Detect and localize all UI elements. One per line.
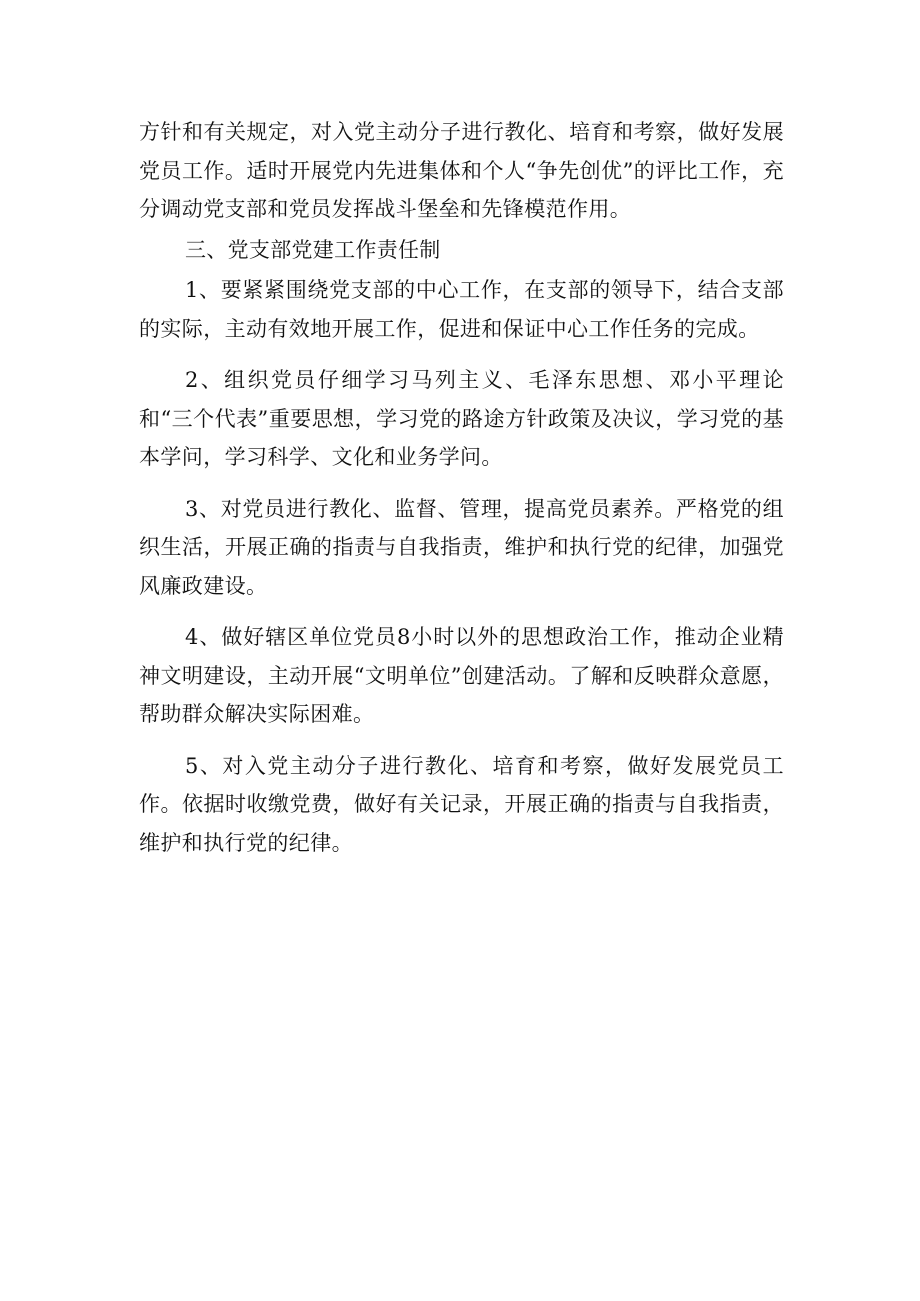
document-body (139, 113, 784, 862)
continuation-paragraph: 方针和有关规定，对入党主动分子进行教化、培育和考察，做好发展党员工作。适时开展党内先进集体和个人“争先创优”的评比工作，充分调动党支部和党员发挥战斗堡垒和先锋模范作用。 (139, 120, 784, 221)
item-paragraph-1: 1、要紧紧围绕党支部的中心工作，在支部的领导下，结合支部的实际，主动有效地开展工作，促进和保证中心工作任务的完成。 (139, 278, 784, 341)
item-paragraph-3: 3、对党员进行教化、监督、管理，提高党员素养。严格党的组织生活，开展正确的指责与自我指责，维护和执行党的纪律，加强党风廉政建设。 (139, 496, 784, 598)
section-heading: 三、党支部党建工作责任制 (185, 237, 441, 262)
item-paragraph-4: 4、做好辖区单位党员8小时以外的思想政治工作，推动企业精神文明建设，主动开展“文明单位”创建活动。了解和反映群众意愿，帮助群众解决实际困难。 (139, 625, 784, 726)
item-paragraph-2: 2、组织党员仔细学习马列主义、毛泽东思想、邓小平理论和“三个代表”重要思想，学习党的路途方针政策及决议，学习党的基本学问，学习科学、文化和业务学问。 (139, 368, 784, 469)
item-paragraph-5: 5、对入党主动分子进行教化、培育和考察，做好发展党员工作。依据时收缴党费，做好有关记录，开展正确的指责与自我指责，维护和执行党的纪律。 (139, 753, 784, 855)
